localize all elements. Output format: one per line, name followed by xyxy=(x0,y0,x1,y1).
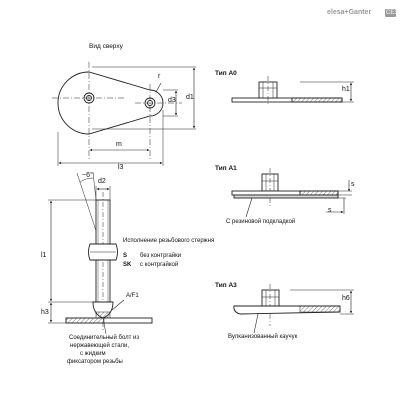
legend-code-s: S xyxy=(123,253,128,259)
type-a1-drawing xyxy=(232,168,352,217)
dim-h6-label: h6 xyxy=(342,295,350,302)
bolt-note-line-4: фиксатором резьбы xyxy=(67,359,123,365)
dim-l3-label: l3 xyxy=(118,164,124,171)
top-view-title: Вид сверху xyxy=(89,43,123,50)
dim-s-bottom-label: s xyxy=(328,207,332,214)
dim-r-label: r xyxy=(158,73,161,80)
legend-code-sk: SK xyxy=(123,262,132,268)
type-a0-label: Тип A0 xyxy=(215,70,237,77)
dim-d2-label: d2 xyxy=(98,178,106,185)
af-label: A/F1 xyxy=(126,293,139,299)
type-a1-note: С резиновой подкладкой xyxy=(226,219,296,225)
dim-h1-label: h1 xyxy=(342,86,350,93)
angle-label: ~6° xyxy=(82,172,93,179)
dim-h3-label: h3 xyxy=(41,309,49,316)
legend-text-s: без контргайки xyxy=(140,253,182,259)
bolt-note-line-3: с жидким xyxy=(80,351,106,357)
top-view-base xyxy=(52,62,196,166)
type-a1-label: Тип A1 xyxy=(215,165,237,172)
type-a3-drawing xyxy=(234,284,354,333)
type-a3-label: Тип A3 xyxy=(215,282,237,289)
legend-text-sk: с контргайкой xyxy=(140,262,179,268)
dim-d3-label: d3 xyxy=(168,97,176,104)
brand-badge: CE3 xyxy=(386,10,398,16)
type-a0-drawing xyxy=(232,76,354,106)
type-a3-note: Вулканизованный каучук xyxy=(228,334,298,340)
brand-logo: elesa+Ganter xyxy=(327,9,372,16)
dim-l1-label: l1 xyxy=(41,252,47,259)
dim-m-label: m xyxy=(116,141,122,148)
legend-title: Исполнение резьбового стержня xyxy=(123,238,215,244)
dim-s-top-label: s xyxy=(351,181,355,188)
bolt-note-line-2: нержавеющей стали, xyxy=(70,343,130,349)
side-view-stud xyxy=(48,172,152,334)
dim-d1-label: d1 xyxy=(186,94,194,101)
bolt-note-line-1: Соединительный болт из xyxy=(69,335,140,341)
